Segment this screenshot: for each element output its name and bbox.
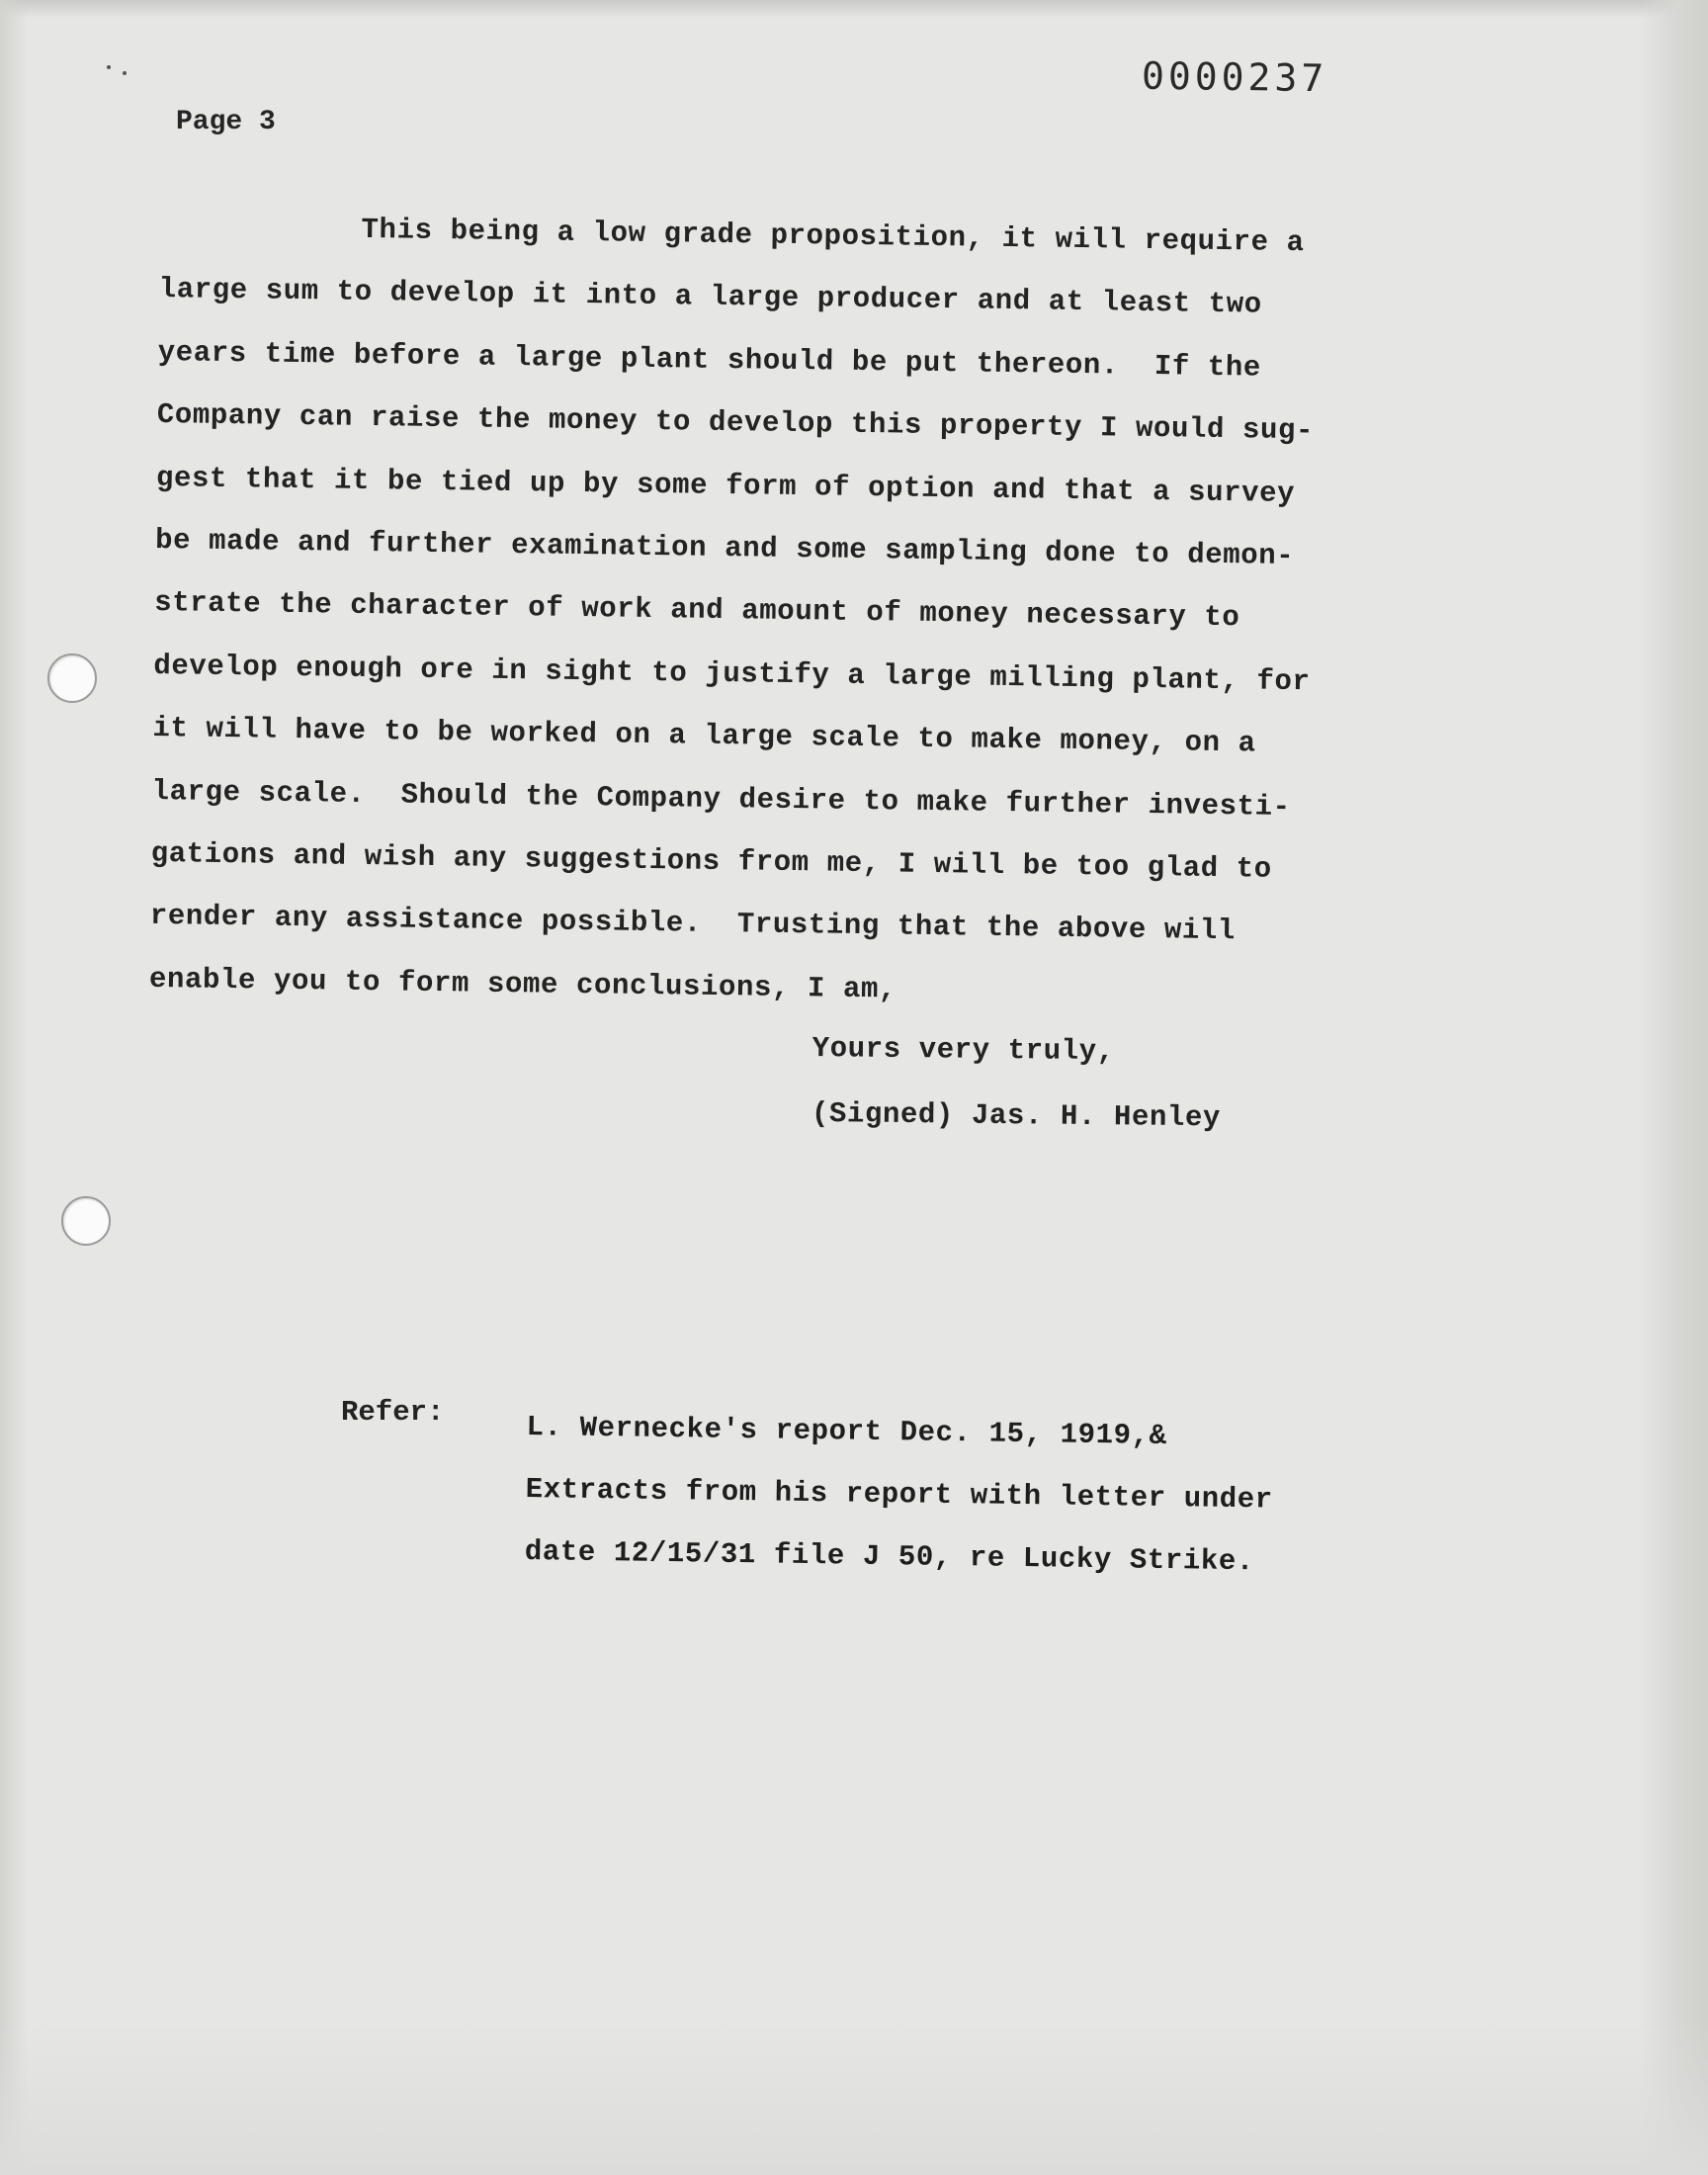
body-line: This being a low grade proposition, it will require a: [361, 213, 1305, 260]
scan-edge-right: [1639, 0, 1708, 2175]
body-line: Company can raise the money to develop this property I would sug-: [156, 398, 1315, 448]
body-line: years time before a large plant should be put thereon. If the: [157, 335, 1262, 385]
body-line: large sum to develop it into a large producer and at least two: [158, 273, 1262, 321]
scan-bottom-band: [0, 2017, 1708, 2175]
refer-label: Refer:: [341, 1396, 445, 1429]
scan-speck: [107, 65, 111, 69]
page-number: Page 3: [176, 107, 276, 137]
refer-line: L. Wernecke's report Dec. 15, 1919,&: [526, 1410, 1167, 1453]
signature-line: (Signed) Jas. H. Henley: [811, 1096, 1222, 1135]
body-line: develop enough ore in sight to justify a large milling plant, for: [153, 649, 1311, 699]
body-line: large scale. Should the Company desire to make further investi-: [151, 774, 1291, 824]
refer-line: Extracts from his report with letter under: [525, 1472, 1273, 1517]
body-line: enable you to form some conclusions, I am,: [148, 962, 897, 1006]
punch-hole-lower: [61, 1196, 111, 1246]
body-line: it will have to be worked on a large scale to make money, on a: [152, 712, 1256, 760]
body-line: render any assistance possible. Trusting that the above will: [149, 900, 1237, 948]
scan-shadow-top: [0, 0, 1708, 18]
body-line: be made and further examination and some sampling done to demon-: [154, 523, 1295, 573]
body-line: gest that it be tied up by some form of option and that a survey: [155, 461, 1296, 510]
letter-body: [148, 196, 1395, 1027]
body-line: strate the character of work and amount of money necessary to: [154, 586, 1240, 635]
closing-salutation: Yours very truly,: [811, 1031, 1115, 1069]
document-number: 0000237: [1141, 53, 1328, 101]
refer-line: date 12/15/31 file J 50, re Lucky Strike.: [524, 1534, 1255, 1579]
refer-references: [524, 1396, 1274, 1594]
letter-closing: [811, 1016, 1222, 1151]
scan-speck: [123, 71, 127, 75]
punch-hole-upper: [47, 653, 97, 703]
scan-edge-left: [0, 0, 28, 2175]
body-line: gations and wish any suggestions from me, I will be too glad to: [150, 836, 1273, 886]
